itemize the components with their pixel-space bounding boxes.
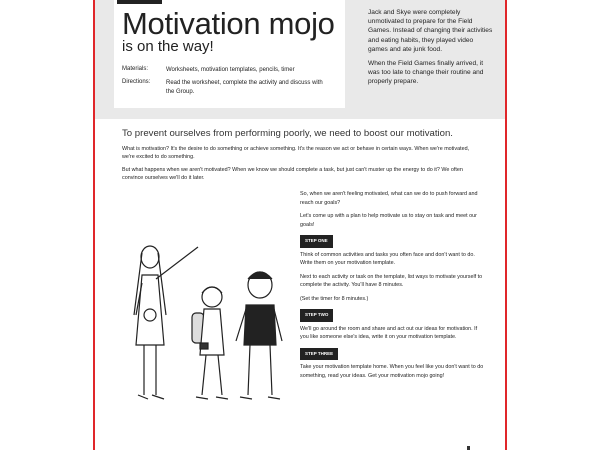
paragraph-motivation: What is motivation? It's the desire to do something or achieve something. It's the reason we act or behave in certain ways. When we're motivated, we're excited to do something. — [122, 146, 470, 160]
intro-text: Let's come up with a plan to help motivate us to stay on task and meet our goals! — [300, 213, 477, 228]
step-one-text: Next to each activity or task on the template, list ways to motivate yourself to complete the activity. You'll have 8 minutes. — [300, 273, 483, 288]
step-one-badge: STEP ONE — [300, 235, 333, 248]
story-paragraph: When the Field Games finally arrived, it was too late to change their routine and properly prepare. — [368, 60, 484, 86]
section-heading: To prevent ourselves from performing poorly, we need to boost our motivation. — [122, 128, 453, 139]
step-one-note: (Set the timer for 8 minutes.) — [300, 295, 369, 302]
directions-label: Directions: — [122, 79, 151, 85]
kids-illustration — [120, 235, 300, 415]
page-subtitle: is on the way! — [122, 38, 214, 55]
boy-dark-shirt-figure — [236, 272, 282, 399]
step-two-badge: STEP TWO — [300, 309, 333, 322]
story-text — [368, 8, 493, 92]
section-tag — [117, 0, 162, 4]
materials-row — [122, 66, 326, 75]
page-title: Motivation mojo — [122, 6, 335, 41]
step-two-text: We'll go around the room and share and act out our ideas for motivation. If you like someone else's idea, write it on your motivation template. — [300, 325, 478, 340]
paragraph-not-motivated: But what happens when we aren't motivated? When we know we should complete a task, but just can't muster up the energy to do it? We often convince ourselves we'll do it later. — [122, 167, 463, 181]
materials-value: Worksheets, motivation templates, pencils, timer — [166, 67, 295, 73]
materials-label: Materials: — [122, 66, 149, 72]
directions-value: Read the worksheet, complete the activity and discuss with the Group. — [166, 80, 323, 95]
step-three-text: Take your motivation template home. When you feel like you don't want to do something, read your ideas. Get your motivation mojo going! — [300, 364, 484, 379]
directions-row — [122, 79, 326, 97]
page-mark — [467, 446, 470, 450]
girl-figure — [134, 246, 198, 399]
boy-with-backpack-figure — [192, 287, 228, 399]
step-three-badge: STEP THREE — [300, 348, 338, 361]
story-paragraph: Jack and Skye were completely unmotivated to prepare for the Field Games. Instead of changing their activities and eating habits, they played video games and ate junk food. — [368, 9, 493, 53]
activity-column — [300, 190, 485, 385]
page-border-right — [505, 0, 507, 450]
step-one-text: Think of common activities and tasks you often face and don't want to do. Write them on your motivation template. — [300, 251, 475, 266]
intro-text: So, when we aren't feeling motivated, what can we do to push forward and reach our goals? — [300, 191, 478, 206]
